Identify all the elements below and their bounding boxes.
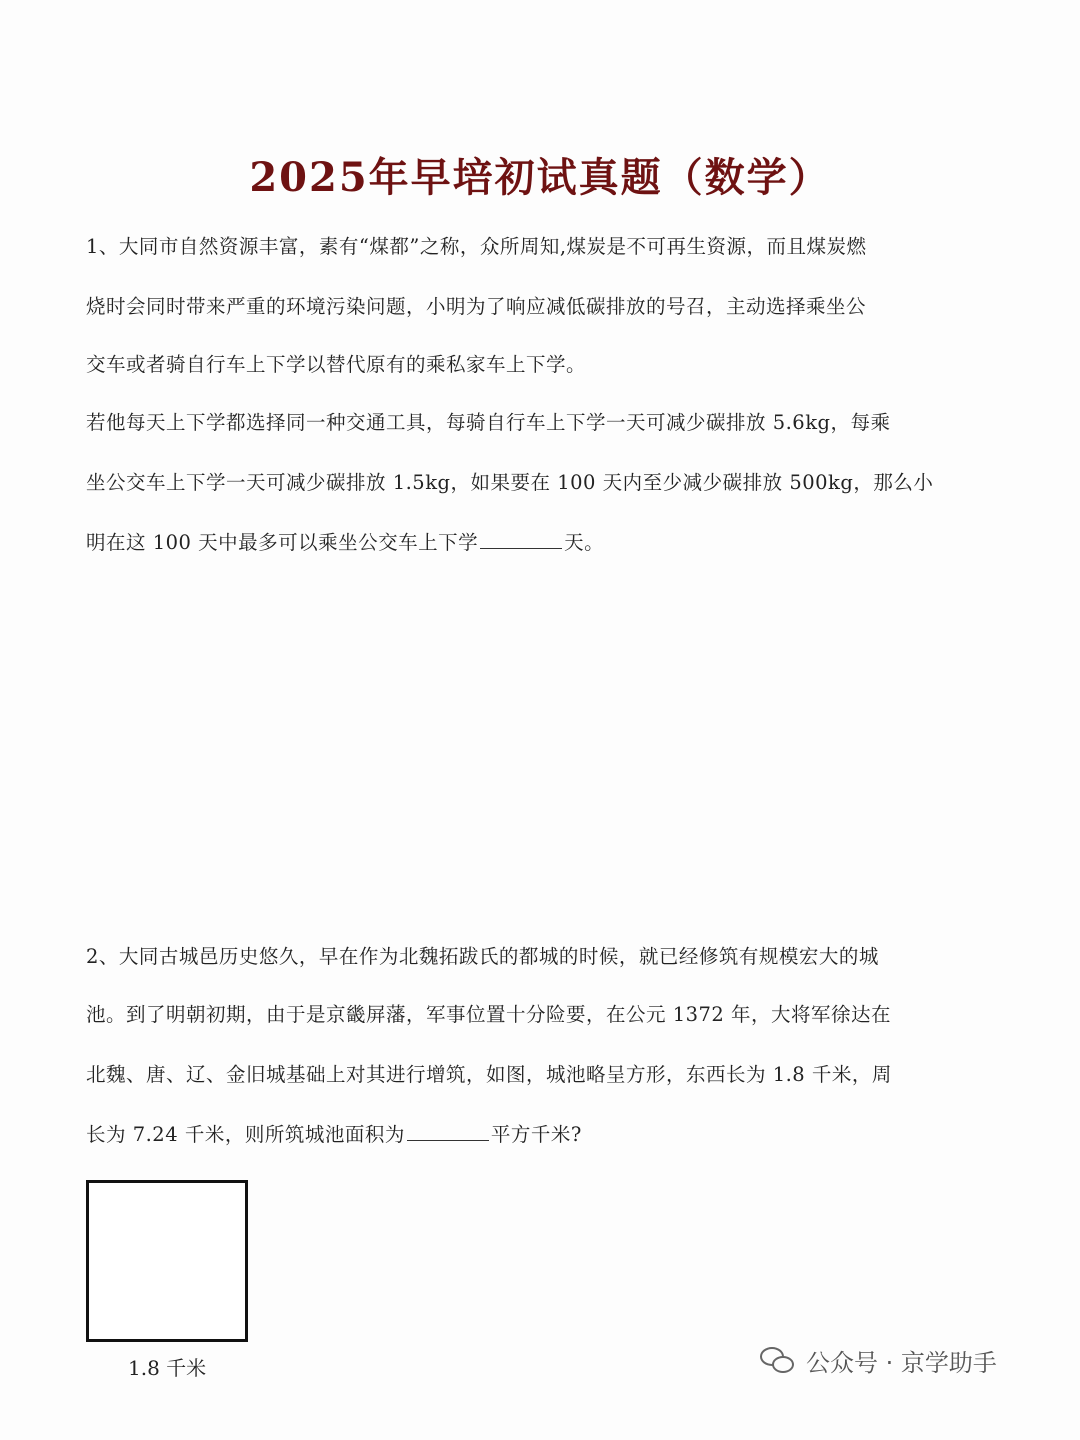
question-1-line: 烧时会同时带来严重的环境污染问题，小明为了响应减低碳排放的号召，主动选择乘坐公 <box>86 295 867 318</box>
page-title: 2025年早培初试真题（数学） <box>249 154 831 201</box>
question-1-line: 若他每天上下学都选择同一种交通工具，每骑自行车上下学一天可减少碳排放 5.6kg，每乘 <box>86 411 891 434</box>
question-2-last-line <box>86 1120 996 1150</box>
watermark-text: 公众号 · 京学助手 <box>806 1348 997 1377</box>
question-1-text: 明在这 100 天中最多可以乘坐公交车上下学 <box>86 531 479 554</box>
question-2-line: 2、大同古城邑历史悠久，早在作为北魏拓跋氏的都城的时候，就已经修筑有规模宏大的城 <box>86 945 879 968</box>
figure-label: 1.8 千米 <box>128 1356 207 1380</box>
question-2-line: 北魏、唐、辽、金旧城基础上对其进行增筑，如图，城池略呈方形，东西长为 1.8 千米，周 <box>86 1063 892 1086</box>
question-1-line: 交车或者骑自行车上下学以替代原有的乘私家车上下学。 <box>86 353 587 376</box>
question-1-last-line <box>86 528 996 558</box>
question-2-text: 长为 7.24 千米，则所筑城池面积为 <box>86 1123 405 1146</box>
watermark <box>760 1340 997 1380</box>
wechat-icon <box>760 1345 796 1375</box>
question-1-unit: 天。 <box>564 531 605 554</box>
question-2-unit: 平方千米? <box>490 1123 582 1146</box>
question-2-line: 池。到了明朝初期，由于是京畿屏藩，军事位置十分险要，在公元 1372 年，大将军徐达在 <box>86 1003 892 1026</box>
question-1-line: 坐公交车上下学一天可减少碳排放 1.5kg，如果要在 100 天内至少减少碳排放 500kg，那么小 <box>86 471 934 494</box>
answer-blank[interactable] <box>407 1120 489 1141</box>
answer-blank[interactable] <box>480 528 562 549</box>
question-1-line: 1、大同市自然资源丰富，素有“煤都”之称，众所周知,煤炭是不可再生资源，而且煤炭燃 <box>86 235 867 258</box>
city-square-figure <box>86 1180 248 1342</box>
